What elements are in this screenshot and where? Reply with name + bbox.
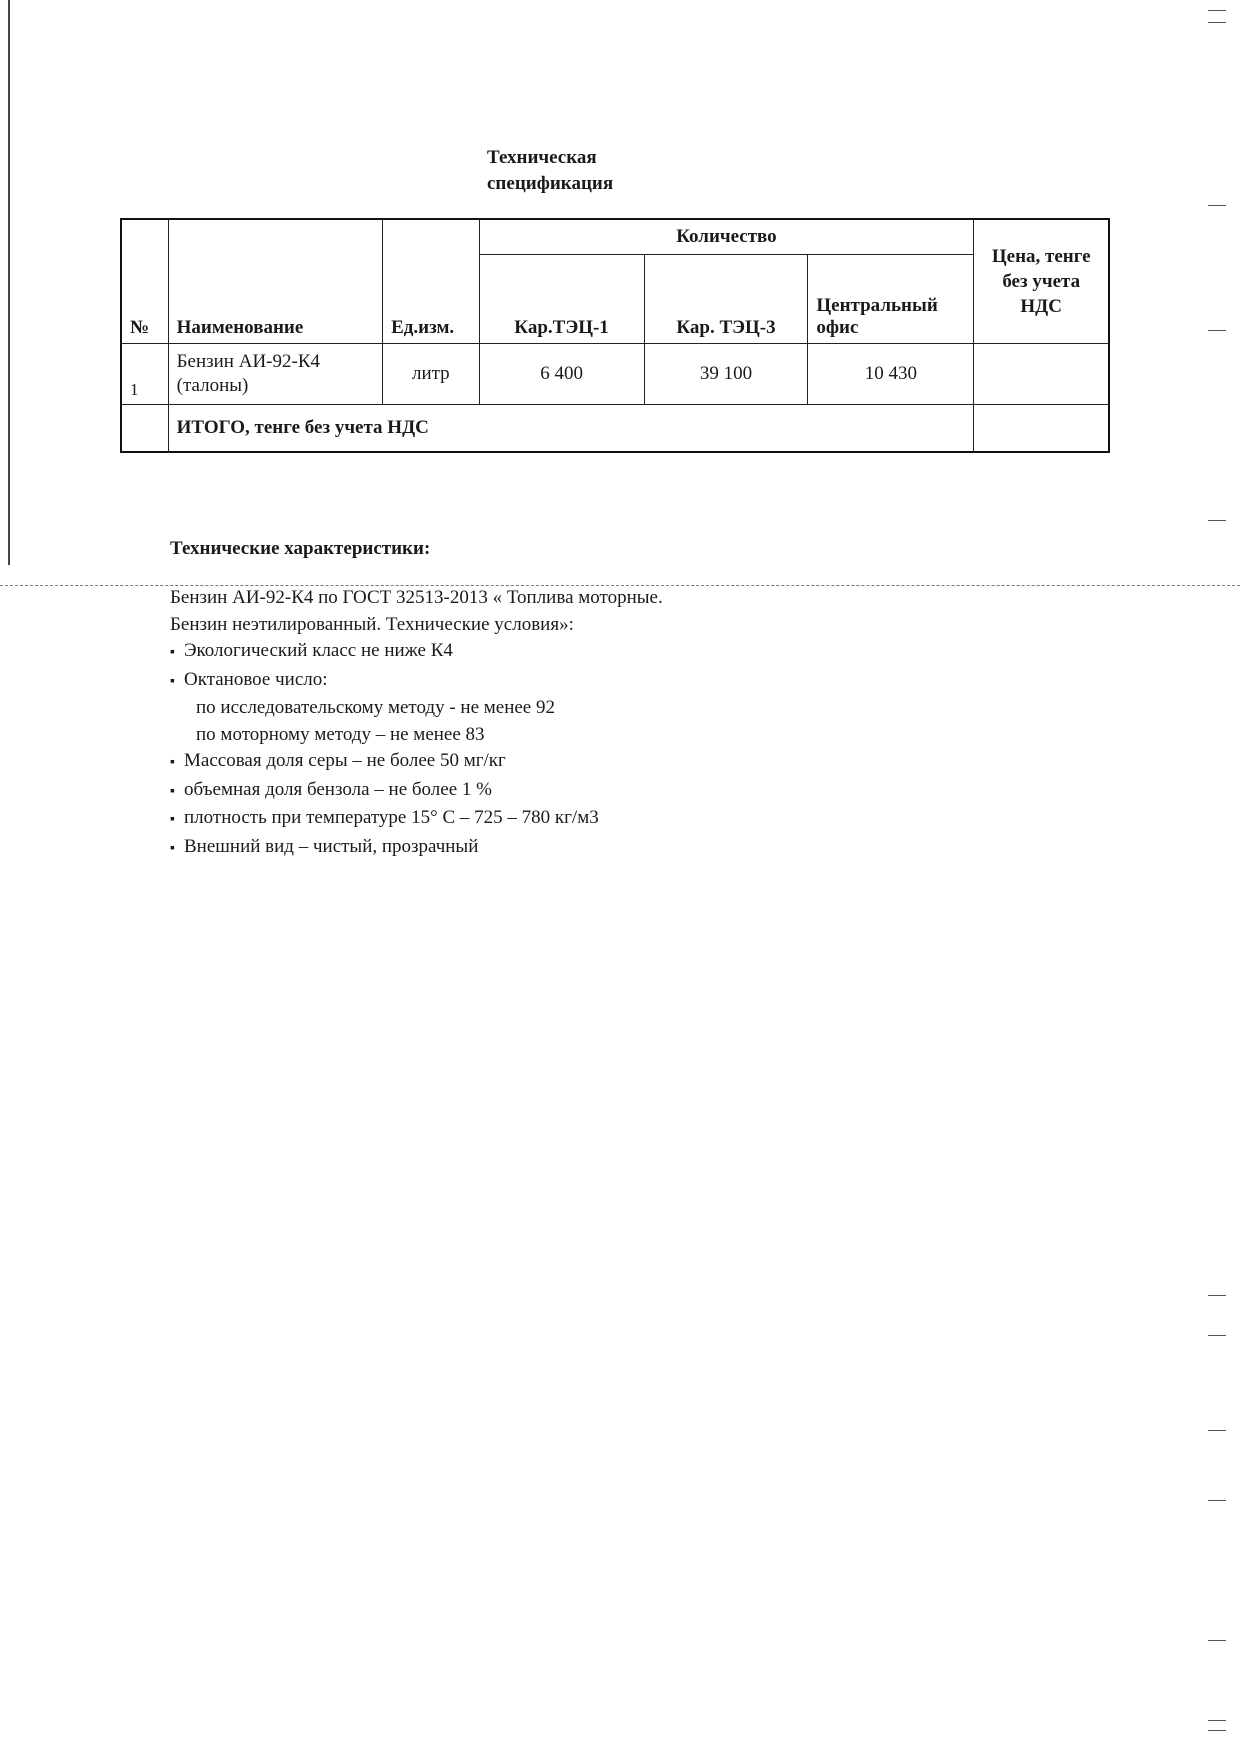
document-title: [487, 145, 613, 197]
header-quantity: Количество: [479, 219, 974, 255]
header-price-line3: НДС: [1020, 296, 1062, 317]
header-central-office-line1: Центральный: [816, 295, 938, 316]
list-item: по моторному методу – не менее 83: [196, 723, 485, 745]
document-title-line2: спецификация: [487, 173, 614, 194]
row-price: [974, 344, 1109, 405]
list-item: ▪ Массовая доля серы – не более 50 мг/кг: [170, 748, 1070, 777]
row-qty-karteq3: 39 100: [644, 344, 808, 405]
list-item: ▪ Экологический класс не ниже К4: [170, 638, 1070, 667]
row-name: [168, 344, 382, 405]
total-num-cell: [121, 405, 168, 453]
header-num: №: [121, 219, 168, 344]
characteristics-intro-line1: Бензин АИ-92-К4 по ГОСТ 32513-2013 « Топлива моторные.: [170, 587, 663, 608]
header-price-line1: Цена, тенге: [991, 246, 1091, 267]
list-item: ▪ Внешний вид – чистый, прозрачный: [170, 834, 1070, 863]
list-item: ▪ плотность при температуре 15° С – 725 – 780 кг/м3: [170, 805, 1070, 834]
header-price: [974, 219, 1109, 344]
row-num: 1: [121, 344, 168, 405]
header-karteq1: Кар.ТЭЦ-1: [479, 255, 644, 344]
row-name-line2: (талоны): [176, 375, 249, 396]
scan-edge-line: [8, 0, 10, 565]
row-unit: литр: [383, 344, 479, 405]
row-qty-karteq1: 6 400: [479, 344, 644, 405]
total-row: [121, 405, 1109, 453]
list-item: ▪ объемная доля бензола – не более 1 %: [170, 777, 1070, 806]
scan-margin-marks: [1208, 0, 1232, 1754]
list-item: ▪ Октановое число:: [170, 667, 1070, 696]
header-karteq3: Кар. ТЭЦ-3: [644, 255, 808, 344]
characteristics-text: [170, 585, 1070, 862]
header-name: Наименование: [168, 219, 382, 344]
total-label: ИТОГО, тенге без учета НДС: [168, 405, 974, 453]
header-central-office: [808, 255, 974, 344]
table-header-row: [121, 219, 1109, 255]
header-central-office-line2: офис: [816, 317, 859, 338]
table-row: [121, 344, 1109, 405]
specification-table: [120, 218, 1110, 453]
header-price-line2: без учета: [1002, 271, 1081, 292]
document-title-line1: Техническая: [487, 147, 597, 168]
row-name-line1: Бензин АИ-92-К4: [176, 351, 320, 372]
characteristics-heading: Технические характеристики:: [170, 538, 431, 559]
header-unit: Ед.изм.: [383, 219, 479, 344]
total-value: [974, 405, 1109, 453]
list-item: по исследовательскому методу - не менее 92: [196, 697, 555, 718]
characteristics-intro-line2: Бензин неэтилированный. Технические условия»:: [170, 613, 574, 635]
row-qty-central-office: 10 430: [808, 344, 974, 405]
